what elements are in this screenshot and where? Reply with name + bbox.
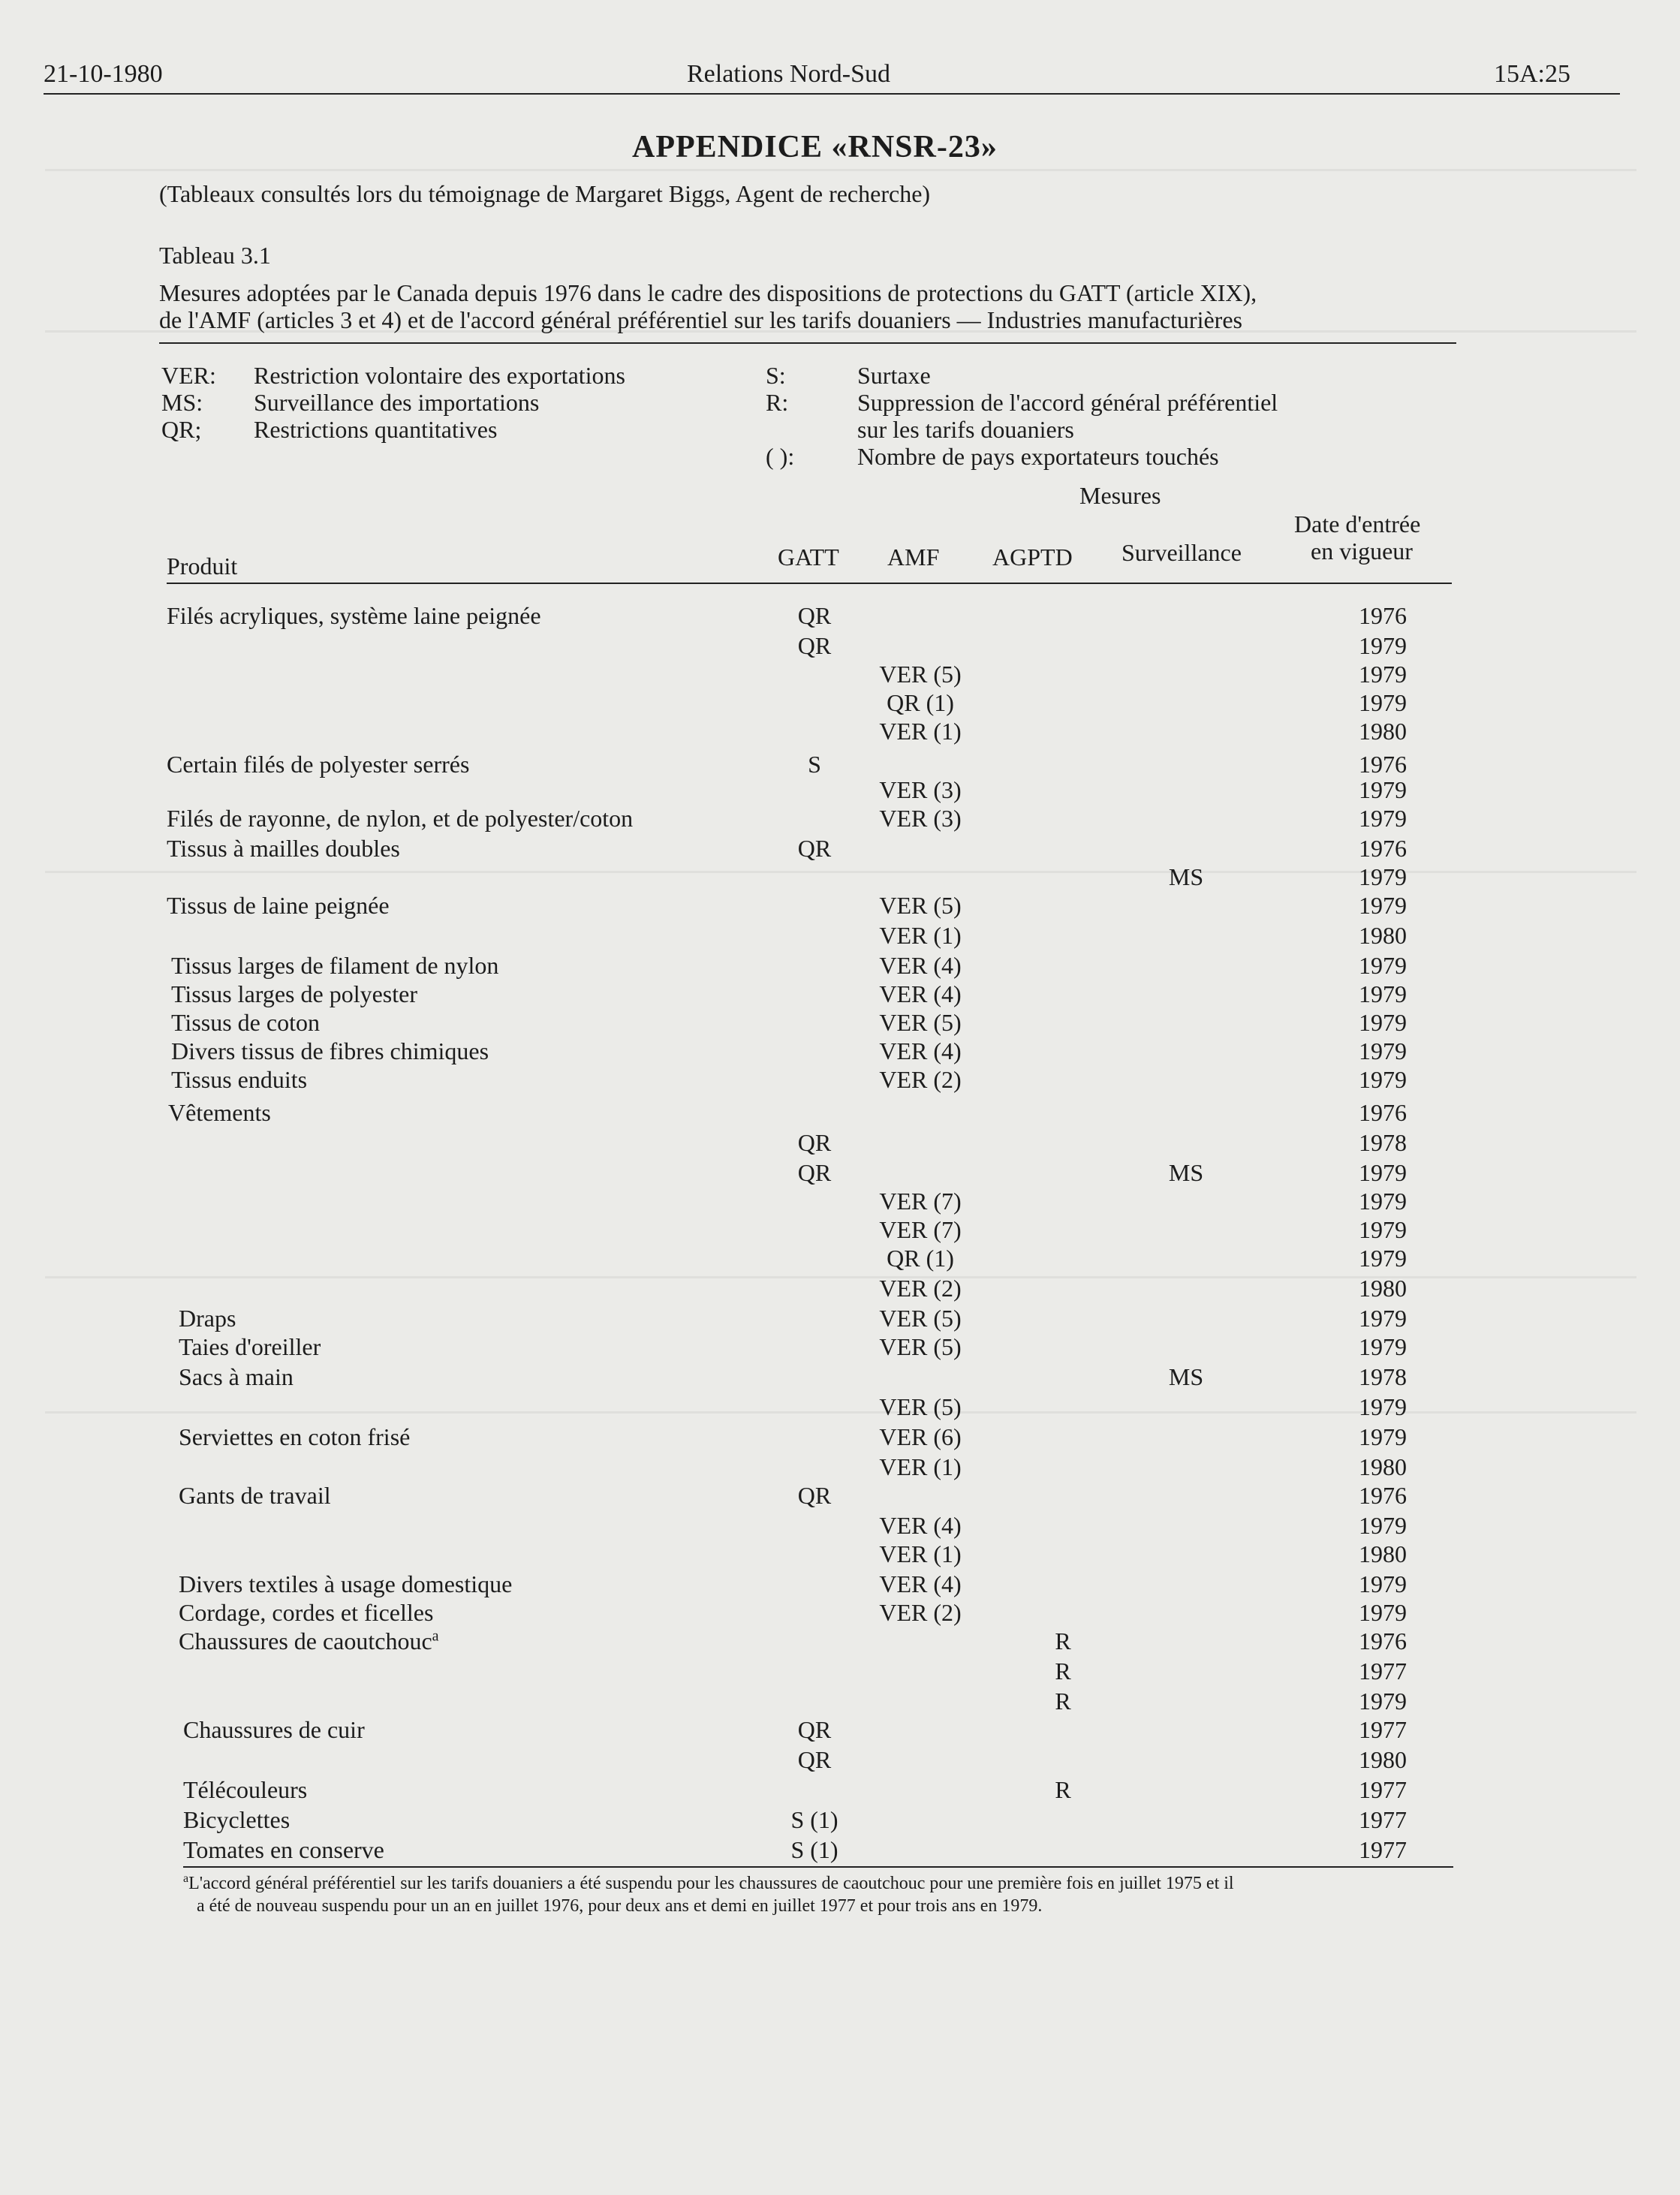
- cell-gatt: S (1): [790, 1836, 838, 1863]
- cell-date: 1979: [1359, 1188, 1407, 1215]
- cell-amf: VER (7): [879, 1216, 962, 1243]
- cell-date: 1979: [1359, 1570, 1407, 1597]
- cell-gatt: QR: [797, 1746, 832, 1773]
- cell-date: 1979: [1359, 1688, 1407, 1715]
- legend-text: sur les tarifs douaniers: [857, 416, 1074, 443]
- column-agptd: AGPTD: [992, 543, 1073, 571]
- produit-text: Gants de travail: [179, 1482, 331, 1509]
- cell-date: 1976: [1359, 1482, 1407, 1509]
- produit-text: Divers textiles à usage domestique: [179, 1570, 513, 1597]
- cell-amf: VER (5): [879, 661, 962, 688]
- cell-agptd: R: [1055, 1658, 1071, 1685]
- produit-text: Chaussures de caoutchouc: [179, 1627, 432, 1655]
- cell-produit: [183, 1836, 384, 1864]
- cell-date: 1979: [1359, 805, 1407, 832]
- produit-text: Draps: [179, 1305, 236, 1332]
- produit-text: Serviettes en coton frisé: [179, 1423, 411, 1450]
- cell-date: 1976: [1359, 751, 1407, 778]
- produit-text: Filés acryliques, système laine peignée: [167, 602, 541, 629]
- legend-abbr: R:: [766, 389, 789, 416]
- header-rule: [44, 93, 1620, 95]
- cell-date: 1979: [1359, 1423, 1407, 1450]
- cell-amf: VER (3): [879, 776, 962, 803]
- column-produit: Produit: [167, 553, 238, 580]
- produit-text: Filés de rayonne, de nylon, et de polyester/coton: [167, 805, 634, 832]
- cell-amf: VER (1): [879, 1540, 962, 1567]
- cell-date: 1980: [1359, 922, 1407, 949]
- cell-amf: VER (7): [879, 1188, 962, 1215]
- cell-date: 1976: [1359, 1627, 1407, 1655]
- cell-date: 1979: [1359, 1333, 1407, 1360]
- footnote-line-2: a été de nouveau suspendu pour un an en juillet 1976, pour deux ans et demi en juillet 1977 et pour trois ans en 1979.: [197, 1896, 1043, 1916]
- cell-date: 1979: [1359, 1305, 1407, 1332]
- produit-text: Tissus enduits: [171, 1066, 308, 1093]
- cell-date: 1979: [1359, 1245, 1407, 1272]
- cell-gatt: QR: [797, 1716, 832, 1743]
- cell-gatt: QR: [797, 835, 832, 862]
- header-title: Relations Nord-Sud: [687, 60, 891, 88]
- appendix-subtitle: (Tableaux consultés lors du témoignage de Margaret Biggs, Agent de recherche): [159, 180, 931, 207]
- cell-amf: VER (6): [879, 1423, 962, 1450]
- produit-text: Tissus larges de filament de nylon: [171, 952, 499, 979]
- cell-date: 1980: [1359, 1275, 1407, 1302]
- table-label: Tableau 3.1: [159, 242, 271, 269]
- produit-text: Divers tissus de fibres chimiques: [171, 1037, 489, 1064]
- cell-amf: VER (4): [879, 980, 962, 1007]
- produit-text: Taies d'oreiller: [179, 1333, 321, 1360]
- column-amf: AMF: [887, 543, 940, 571]
- footnote-reference: a: [432, 1627, 439, 1645]
- produit-text: Tissus larges de polyester: [171, 980, 417, 1007]
- produit-text: Bicyclettes: [183, 1806, 291, 1833]
- cell-produit: [167, 751, 469, 778]
- cell-date: 1976: [1359, 602, 1407, 629]
- cell-date: 1979: [1359, 1066, 1407, 1093]
- cell-produit: [183, 1716, 365, 1744]
- cell-date: 1980: [1359, 1453, 1407, 1480]
- cell-date: 1977: [1359, 1776, 1407, 1803]
- cell-gatt: S: [808, 751, 821, 778]
- cell-date: 1979: [1359, 661, 1407, 688]
- column-group-mesures: Mesures: [1079, 482, 1161, 509]
- cell-date: 1977: [1359, 1716, 1407, 1743]
- cell-produit: [171, 980, 417, 1008]
- cell-date: 1977: [1359, 1836, 1407, 1863]
- cell-date: 1980: [1359, 1540, 1407, 1567]
- table-caption-line-1: Mesures adoptées par le Canada depuis 1976 dans le cadre des dispositions de protections du GATT (article XIX),: [159, 279, 1257, 306]
- cell-produit: [179, 1570, 512, 1598]
- produit-text: Sacs à main: [179, 1363, 294, 1390]
- cell-amf: QR (1): [887, 689, 954, 716]
- cell-date: 1979: [1359, 892, 1407, 919]
- cell-date: 1978: [1359, 1129, 1407, 1156]
- cell-gatt: QR: [797, 602, 832, 629]
- cell-amf: VER (4): [879, 1037, 962, 1064]
- cell-amf: VER (1): [879, 718, 962, 745]
- cell-date: 1980: [1359, 1746, 1407, 1773]
- cell-date: 1979: [1359, 776, 1407, 803]
- footnote-line-1: L'accord général préférentiel sur les tarifs douaniers a été suspendu pour les chaussures de caoutchouc pour une première fois en juillet 1975 et il: [188, 1874, 1234, 1893]
- cell-amf: VER (5): [879, 892, 962, 919]
- cell-amf: VER (4): [879, 952, 962, 979]
- cell-produit: [179, 1423, 410, 1451]
- legend-text: Surtaxe: [857, 362, 931, 389]
- cell-amf: VER (5): [879, 1333, 962, 1360]
- header-date: 21-10-1980: [44, 60, 163, 88]
- legend-text: Nombre de pays exportateurs touchés: [857, 443, 1219, 470]
- caption-rule: [159, 342, 1456, 344]
- cell-date: 1980: [1359, 718, 1407, 745]
- cell-date: 1979: [1359, 1393, 1407, 1420]
- cell-produit: [167, 602, 541, 630]
- produit-text: Vêtements: [168, 1099, 271, 1126]
- header-row-rule: [167, 583, 1452, 584]
- cell-date: 1979: [1359, 689, 1407, 716]
- cell-amf: QR (1): [887, 1245, 954, 1272]
- produit-text: Certain filés de polyester serrés: [167, 751, 470, 778]
- cell-produit: [171, 1066, 307, 1094]
- column-gatt: GATT: [778, 543, 839, 571]
- cell-date: 1979: [1359, 1599, 1407, 1626]
- column-date-line-2: en vigueur: [1311, 537, 1413, 565]
- produit-text: Tissus de laine peignée: [167, 892, 390, 919]
- cell-date: 1977: [1359, 1658, 1407, 1685]
- cell-gatt: QR: [797, 632, 832, 659]
- cell-amf: VER (2): [879, 1066, 962, 1093]
- cell-surv: MS: [1168, 1363, 1204, 1390]
- cell-amf: VER (4): [879, 1570, 962, 1597]
- cell-amf: VER (1): [879, 922, 962, 949]
- cell-produit: [171, 1037, 489, 1065]
- cell-amf: VER (3): [879, 805, 962, 832]
- cell-gatt: S (1): [790, 1806, 838, 1833]
- cell-date: 1979: [1359, 1159, 1407, 1186]
- cell-agptd: R: [1055, 1776, 1071, 1803]
- cell-gatt: QR: [797, 1482, 832, 1509]
- footnote-marker: a: [183, 1872, 189, 1885]
- cell-amf: VER (1): [879, 1453, 962, 1480]
- cell-produit: [171, 952, 498, 980]
- cell-produit: [179, 1627, 439, 1655]
- cell-date: 1976: [1359, 835, 1407, 862]
- cell-date: 1976: [1359, 1099, 1407, 1126]
- produit-text: Télécouleurs: [183, 1776, 308, 1803]
- legend-text: Restrictions quantitatives: [254, 416, 498, 443]
- cell-produit: [167, 805, 633, 833]
- header-page-number: 15A:25: [1494, 60, 1570, 88]
- cell-produit: [179, 1305, 236, 1332]
- cell-date: 1979: [1359, 1512, 1407, 1539]
- produit-text: Tissus de coton: [171, 1009, 320, 1036]
- legend-text: Surveillance des importations: [254, 389, 540, 416]
- appendix-title: APPENDICE «RNSR-23»: [632, 130, 998, 164]
- cell-date: 1979: [1359, 632, 1407, 659]
- cell-date: 1979: [1359, 1009, 1407, 1036]
- footnote: [183, 1872, 1234, 1894]
- cell-amf: VER (5): [879, 1393, 962, 1420]
- legend-text: Restriction volontaire des exportations: [254, 362, 625, 389]
- table-bottom-rule: [183, 1866, 1453, 1868]
- cell-surv: MS: [1168, 1159, 1204, 1186]
- produit-text: Tissus à mailles doubles: [167, 835, 400, 862]
- cell-agptd: R: [1055, 1627, 1071, 1655]
- cell-amf: VER (2): [879, 1275, 962, 1302]
- cell-produit: [167, 892, 390, 920]
- cell-date: 1978: [1359, 1363, 1407, 1390]
- cell-produit: [179, 1363, 294, 1391]
- produit-text: Chaussures de cuir: [183, 1716, 365, 1743]
- cell-produit: [179, 1333, 321, 1361]
- cell-produit: [168, 1099, 271, 1127]
- cell-date: 1979: [1359, 1216, 1407, 1243]
- cell-date: 1977: [1359, 1806, 1407, 1833]
- cell-date: 1979: [1359, 952, 1407, 979]
- cell-produit: [183, 1806, 290, 1834]
- column-surveillance: Surveillance: [1122, 539, 1242, 566]
- produit-text: Tomates en conserve: [183, 1836, 384, 1863]
- cell-produit: [183, 1776, 307, 1804]
- cell-produit: [171, 1009, 320, 1037]
- cell-amf: VER (5): [879, 1009, 962, 1036]
- cell-produit: [179, 1599, 433, 1627]
- cell-date: 1979: [1359, 1037, 1407, 1064]
- produit-text: Cordage, cordes et ficelles: [179, 1599, 434, 1626]
- legend-abbr: ( ):: [766, 443, 795, 470]
- legend-abbr: S:: [766, 362, 786, 389]
- table-caption-line-2: de l'AMF (articles 3 et 4) et de l'accord général préférentiel sur les tarifs douaniers — Industries manufacturières: [159, 306, 1242, 333]
- cell-surv: MS: [1168, 863, 1204, 890]
- cell-produit: [179, 1482, 331, 1510]
- legend-abbr: QR;: [161, 416, 202, 443]
- cell-date: 1979: [1359, 980, 1407, 1007]
- cell-amf: VER (5): [879, 1305, 962, 1332]
- legend-abbr: MS:: [161, 389, 203, 416]
- cell-gatt: QR: [797, 1159, 832, 1186]
- cell-agptd: R: [1055, 1688, 1071, 1715]
- legend-abbr: VER:: [161, 362, 216, 389]
- legend-text: Suppression de l'accord général préférentiel: [857, 389, 1278, 416]
- cell-produit: [167, 835, 400, 863]
- cell-amf: VER (2): [879, 1599, 962, 1626]
- cell-date: 1979: [1359, 863, 1407, 890]
- cell-gatt: QR: [797, 1129, 832, 1156]
- column-date-line-1: Date d'entrée: [1294, 510, 1421, 537]
- cell-amf: VER (4): [879, 1512, 962, 1539]
